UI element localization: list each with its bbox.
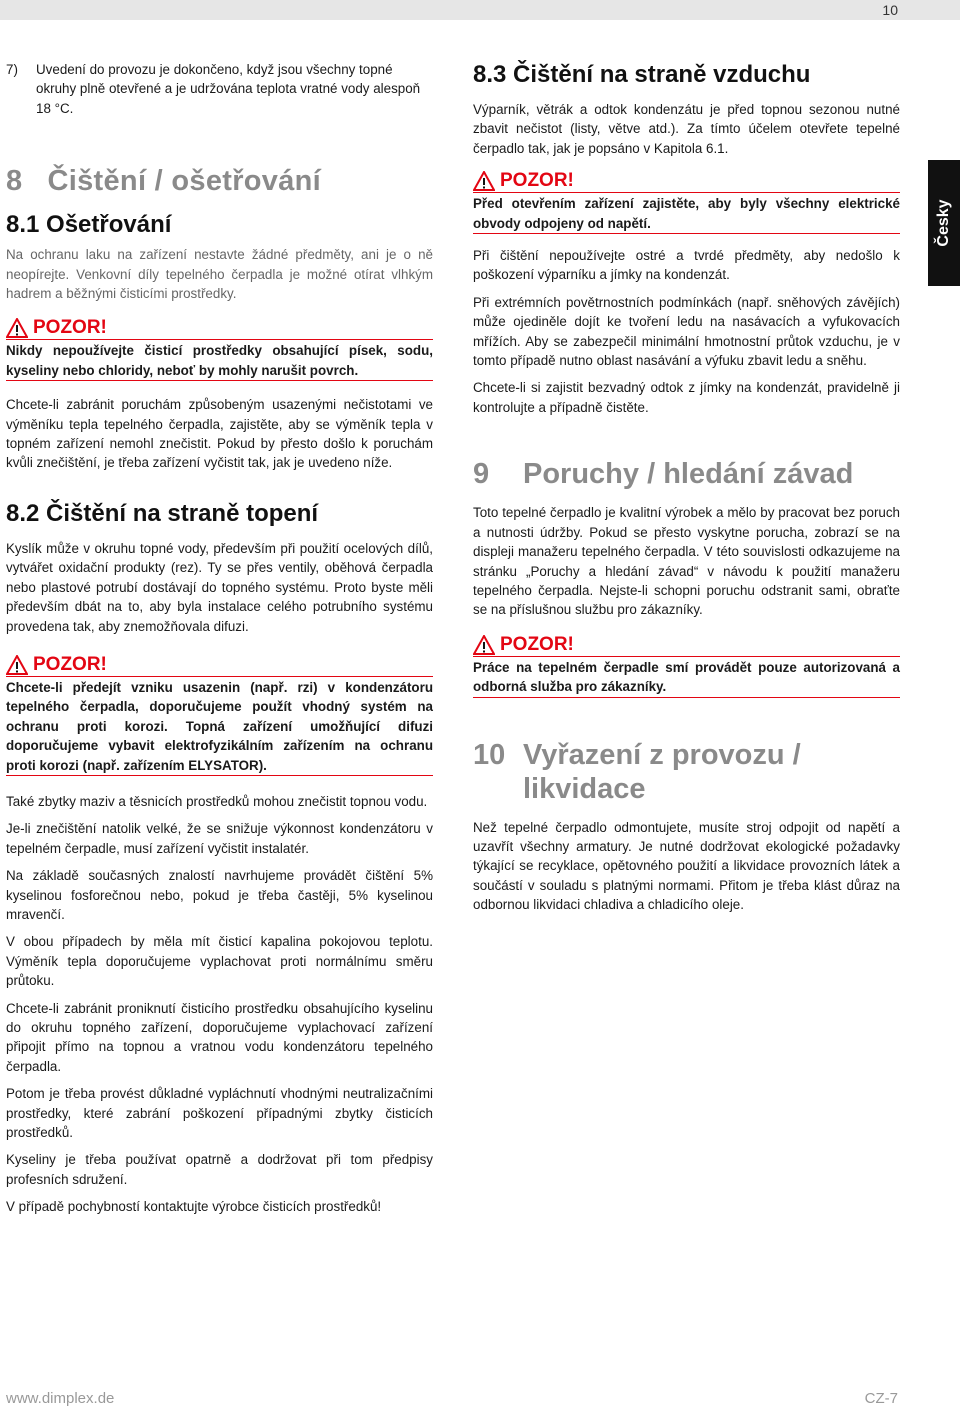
section-number: 9 [473,458,490,491]
warning-text: Nikdy nepoužívejte čisticí prostředky obsahující písek, sodu, kyseliny nebo chloridy, neboť by mohly narušit povrch. [6,343,433,378]
language-tab [928,160,960,286]
warning-divider [6,339,433,340]
paragraph: Při extrémních povětrnostních podmínkách (např. sněhových závějích) může ojediněle dojít ke tvoření ledu na nasávacích a vyfukovacích mřížích. Aby se zabezpečil minimální hmotnostní průtok vzduchu, je v tomto případě nutno oblast nasávání a výfuku zbavit ledu a sněhu. [473,294,900,369]
paragraph: V případě pochybností kontaktujte výrobce čisticích prostředků! [6,1199,382,1215]
page-header-bar [0,0,960,20]
warning-triangle-icon [473,171,495,191]
section-title: Čištění / ošetřování [47,165,322,198]
section-8-2-heading: 8.2 Čištění na straně topení [6,499,319,527]
warning-text: Chcete-li předejít vzniku usazenin (např. rzi) v kondenzátoru tepelného čerpadla, doporučujeme použít vhodný systém na ochranu proti korozi. Topná zařízení umožňující difuzi doporučujeme vybavit elektrofyzikálním zařízením na ochranu proti korozi (např. zařízením ELYSATOR). [6,679,433,773]
warning-label: POZOR! [500,170,574,192]
warning-label: POZOR! [500,633,574,655]
paragraph: Než tepelné čerpadlo odmontujete, musíte stroj odpojit od napětí a uzavřít všechny armatury. Je nutné dodržovat ekologické požadavky týkající se recyklace, opětovného použití a likvidace provozních látek a součástí v souladu s platnými normami. Přitom je třeba klást důraz na odbornou likvidaci chladiva a chladicího oleje. [473,819,900,913]
paragraph: Chcete-li si zajistit bezvadný odtok z jímky na kondenzát, pravidelně ji kontrolujte a případně čistěte. [473,380,900,415]
paragraph: Při čištění nepoužívejte ostré a tvrdé předměty, aby nedošlo k poškození výparníku a jímky na kondenzát. [473,248,900,283]
list-item [6,60,433,118]
section-8-3-heading: 8.3 Čištění na straně vzduchu [473,61,811,88]
warning-text: Před otevřením zařízení zajistěte, aby byly všechny elektrické obvody odpojeny od napětí. [473,196,900,231]
section-8-heading [6,164,433,198]
warning-label: POZOR! [33,653,107,675]
left-column [6,60,433,1225]
paragraph: Na ochranu laku na zařízení nestavte žádné předměty, ani je o ně neopírejte. Venkovní díly tepelného čerpadla je možné otírat vlhkým hadrem a běžnými čisticími prostředky. [6,247,433,302]
language-tab-label: Česky [935,199,952,247]
section-9-heading [473,457,900,491]
paragraph: Je-li znečištění natolik velké, že se snižuje výkonnost kondenzátoru v tepelném čerpadle, musí zařízení vyčistit instalatér. [6,821,433,856]
warning-divider [473,656,900,657]
warning-divider [6,676,433,677]
paragraph: Kyslík může v okruhu topné vody, především při použití ocelových dílů, vytvářet oxidační produkty (rez). Ty se přes ventily, oběhová čerpadla nebo plastové potrubí dostávají do topného systému. Proto byste měli především dbát na to, aby byla instalace celého potrubního systému provedena tak, aby znemožňovala difuzi. [6,540,433,634]
footer-page-code: CZ-7 [864,1390,898,1407]
paragraph: Také zbytky maziv a těsnicích prostředků mohou znečistit topnou vodu. [6,793,428,809]
section-number: 10 [473,738,506,771]
section-10-heading [473,738,900,806]
warning-label: POZOR! [33,317,107,339]
warning-triangle-icon [6,318,28,338]
warning-text: Práce na tepelném čerpadle smí provádět pouze autorizovaná a odborná služba pro zákazníky. [473,659,900,695]
right-column [473,60,900,923]
paragraph: V obou případech by měla mít čisticí kapalina pokojovou teplotu. Výměník tepla doporučujeme vyplachovat proti normálnímu směru průtoku. [6,934,433,989]
paragraph: Chcete-li zabránit proniknutí čisticího prostředku obsahujícího kyselinu do okruhu topného zařízení, doporučujeme vyplachovací zařízení připojit přímo na topnou a vratnou vodu kondenzátoru tepelného čerpadla. [6,1000,433,1074]
warning-box [473,634,900,698]
section-8-1-heading: 8.1 Ošetřování [6,211,172,239]
warning-box [6,317,433,381]
warning-box [6,654,433,776]
paragraph: Výparník, větrák a odtok kondenzátu je před topnou sezonou nutné zbavit nečistot (listy, větve atd.). Za tímto účelem otevřete tepelné čerpadlo tak, jak je popsáno v Kapitola 6.1. [473,102,900,156]
section-title: Poruchy / hledání závad [523,458,854,491]
warning-box [473,170,900,234]
warning-triangle-icon [473,635,495,655]
footer-website: www.dimplex.de [6,1390,115,1407]
paragraph: Kyseliny je třeba používat opatrně a dodržovat při tom předpisy profesních sdružení. [6,1152,433,1187]
list-number: 7) [6,62,18,77]
paragraph: Chcete-li zabránit poruchám způsobeným usazenými nečistotami ve výměníku tepla tepelného čerpadla, zajistěte, aby se výměník tepla v topném zařízení nemohl znečistit. Pokud by přesto došlo k poruchám kvůli znečištění, je třeba zařízení vyčistit tak, jak je uvedeno níže. [6,397,433,471]
paragraph: Potom je třeba provést důkladné vypláchnutí vhodnými neutralizačními prostředky, které zabrání poškození případnými zbytky čisticích prostředků. [6,1086,433,1141]
section-title: Vyřazení z provozu / likvidace [523,738,801,805]
warning-divider [473,192,900,193]
paragraph: Toto tepelné čerpadlo je kvalitní výrobek a mělo by pracovat bez poruch a nutnosti údržby. Pokud se přesto vyskytne porucha, zobrazí se na displeji manažeru tepelného čerpadla. V této souvislosti odkazujeme na stránku „Poruchy a hledání závad“ v návodu k použití manažeru tepelného čerpadla. Nejste-li schopni poruchu odstranit sami, obraťte se na příslušnou službu pro zákazníky. [473,505,900,618]
page-number: 10 [882,2,898,18]
paragraph: Na základě současných znalostí navrhujeme provádět čištění 5% kyselinou fosforečnou nebo, pokud je třeba častěji, 5% kyselinou mravenčí. [6,868,433,922]
section-number: 8 [6,165,23,198]
list-text: Uvedení do provozu je dokončeno, když jsou všechny topné okruhy plně otevřené a je udržována teplota vratné vody alespoň 18 °C. [36,62,421,116]
warning-triangle-icon [6,655,28,675]
